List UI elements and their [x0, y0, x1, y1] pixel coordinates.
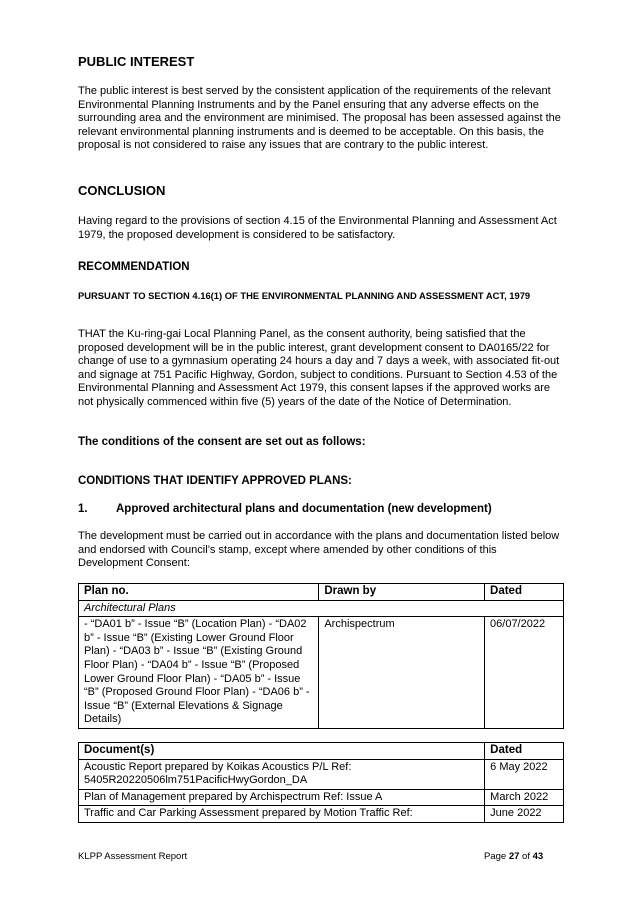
heading-conclusion: CONCLUSION — [78, 183, 166, 198]
plans-header-plan-no: Plan no. — [79, 584, 319, 601]
plans-table-group-row — [79, 600, 564, 617]
heading-public-interest: PUBLIC INTEREST — [78, 54, 195, 69]
heading-recommendation: RECOMMENDATION — [78, 261, 190, 273]
footer-report-name: KLPP Assessment Report — [78, 851, 188, 862]
public-interest-body: The public interest is best served by the consistent application of the requirements of the relevant Environmental Planning Instruments and by the Panel ensuring that any adverse effects on the surrounding area and the environment are minimised. The proposal has been assessed against the relevant environmental planning instruments and is deemed to be acceptable. On this basis, the proposal is not considered to raise any issues that are contrary to the public interest. — [78, 85, 561, 152]
conditions-intro: The conditions of the consent are set out as follows: — [78, 436, 366, 448]
document-dated-cell: 6 May 2022 — [485, 759, 564, 789]
conclusion-body: Having regard to the provisions of section 4.15 of the Environmental Planning and Assessment Act 1979, the proposed development is considered to be satisfactory. — [78, 215, 557, 241]
documents-header-dated: Dated — [485, 743, 564, 760]
recommendation-subheading: PURSUANT TO SECTION 4.16(1) OF THE ENVIRONMENTAL PLANNING AND ASSESSMENT ACT, 1979 — [78, 290, 531, 301]
heading-approved-plans: CONDITIONS THAT IDENTIFY APPROVED PLANS: — [78, 475, 352, 487]
document-dated-cell: June 2022 — [485, 806, 564, 823]
table-row — [79, 759, 564, 789]
plans-header-drawn-by: Drawn by — [319, 584, 485, 601]
document-cell: Acoustic Report prepared by Koikas Acoustics P/L Ref: 5405R20220506lm751PacificHwyGordon_DA — [79, 759, 485, 789]
plans-table — [78, 583, 564, 729]
approved-plans-body: The development must be carried out in accordance with the plans and documentation listed below and endorsed with Council’s stamp, except where amended by other conditions of this Development Consent: — [78, 530, 560, 570]
footer-page-number — [484, 851, 543, 862]
condition-item-title: Approved architectural plans and documentation (new development) — [116, 503, 492, 515]
document-cell: Plan of Management prepared by Archispectrum Ref: Issue A — [79, 789, 485, 806]
plans-table-header — [79, 584, 564, 601]
dated-cell: 06/07/2022 — [485, 617, 564, 729]
condition-item-number: 1. — [78, 503, 88, 515]
plans-header-dated: Dated — [485, 584, 564, 601]
page-current: 27 — [508, 851, 520, 862]
drawn-by-cell: Archispectrum — [319, 617, 485, 729]
documents-header-document: Document(s) — [79, 743, 485, 760]
plan-list-cell: - “DA01 b” - Issue “B” (Location Plan) - “DA02 b” - Issue “B” (Existing Lower Ground Floor Plan) - “DA03 b” - Issue “B” (Existing Ground Floor Plan) - “DA04 b” - Issue “B” (Proposed Lower Ground Floor Plan) - “DA05 b” - Issue “B” (Proposed Ground Floor Plan) - “DA06 b” - Issue “B” (External Elevations & Signage Details) — [79, 617, 319, 729]
document-cell: Traffic and Car Parking Assessment prepared by Motion Traffic Ref: — [79, 806, 485, 823]
page-of: of — [522, 851, 530, 862]
page-prefix: Page — [484, 851, 507, 862]
documents-table-header — [79, 743, 564, 760]
table-row — [79, 806, 564, 823]
document-dated-cell: March 2022 — [485, 789, 564, 806]
table-row — [79, 789, 564, 806]
table-row — [79, 617, 564, 729]
recommendation-body: THAT the Ku-ring-gai Local Planning Panel, as the consent authority, being satisfied that the proposed development will be in the public interest, grant development consent to DA0165/22 for change of use to a gymnasium operating 24 hours a day and 7 days a week, with associated fit-out and signage at 751 Pacific Highway, Gordon, subject to conditions. Pursuant to Section 4.53 of the Environmental Planning and Assessment Act 1979, this consent lapses if the approved works are not physically commenced within five (5) years of the date of the Notice of Determination. — [78, 328, 560, 408]
plans-group-label: Architectural Plans — [79, 600, 564, 617]
documents-table — [78, 742, 564, 823]
page-total: 43 — [532, 851, 544, 862]
